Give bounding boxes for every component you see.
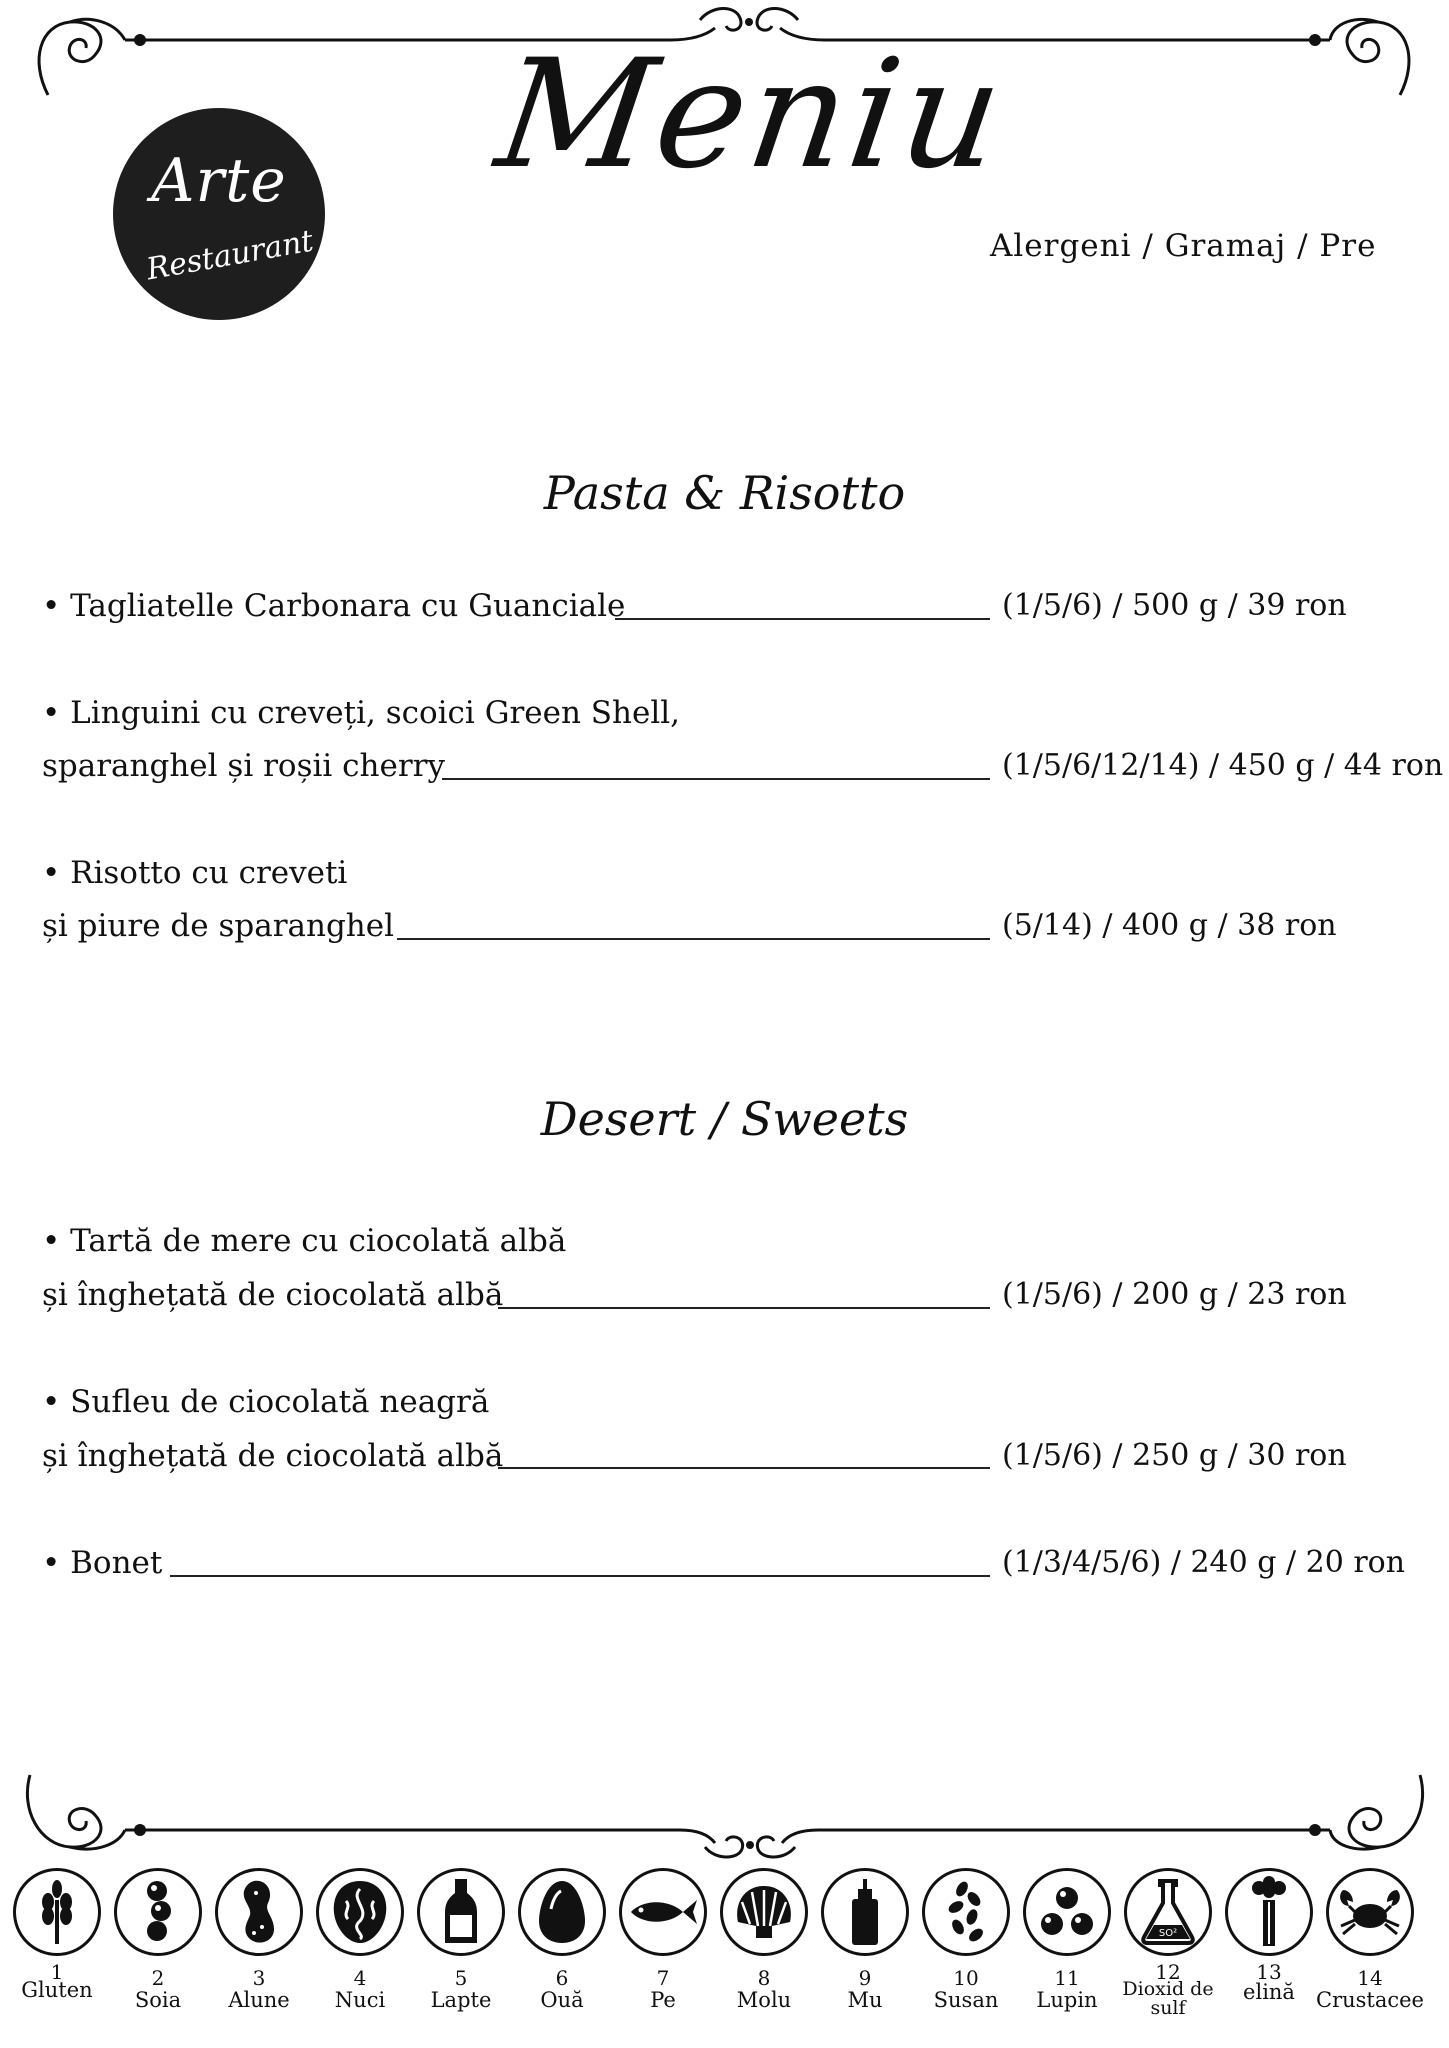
milk-bottle-icon (417, 1868, 505, 1956)
menu-item-name: • Tagliatelle Carbonara cu Guanciale (42, 588, 626, 624)
allergen-label: Alune (228, 1988, 290, 2012)
allergen-legend (0, 1868, 1449, 2038)
menu-item-name-line2: și înghețată de ciocolată albă (42, 1277, 504, 1313)
allergen-label: Dioxid de sulf (1122, 1978, 1214, 2019)
leader-line (442, 778, 990, 780)
allergen-number: 8 (757, 1966, 771, 1990)
restaurant-logo (113, 108, 325, 320)
leader-line (397, 938, 990, 940)
leader-line (498, 1307, 990, 1309)
allergen-number: 9 (858, 1966, 872, 1990)
bottom-ornament (0, 1765, 1449, 1865)
menu-item-info: (1/5/6) / 200 g / 23 ron (1002, 1277, 1347, 1312)
allergen-label: Soia (134, 1988, 182, 2012)
shell-icon (720, 1868, 808, 1956)
allergen-number: 14 (1357, 1966, 1383, 1990)
allergen-number: 1 (50, 1960, 64, 1984)
page-title: Meniu (487, 28, 1016, 202)
logo-text: Arte (151, 146, 287, 216)
walnut-icon (316, 1868, 404, 1956)
menu-item-info: (1/5/6) / 250 g / 30 ron (1002, 1438, 1347, 1473)
menu-item-name: • Sufleu de ciocolată neagră (42, 1384, 490, 1420)
menu-item-info: (1/5/6) / 500 g / 39 ron (1002, 588, 1347, 623)
soy-icon (114, 1868, 202, 1956)
allergen-label: elină (1243, 1980, 1295, 2004)
allergen-number: 2 (151, 1966, 165, 1990)
menu-item-name-line2: sparanghel și roșii cherry (42, 748, 445, 784)
allergen-number: 7 (656, 1966, 670, 1990)
leader-line (498, 1467, 990, 1469)
allergen-number: 3 (252, 1966, 266, 1990)
section-title-desert: Desert / Sweets (540, 1092, 909, 1146)
allergen-label: Pe (650, 1988, 676, 2012)
fish-icon (619, 1868, 707, 1956)
menu-item-name-line2: și piure de sparanghel (42, 908, 395, 944)
allergen-number: 6 (555, 1966, 569, 1990)
section-title-pasta: Pasta & Risotto (543, 466, 906, 520)
allergen-label: Susan (933, 1988, 999, 2012)
menu-item-info: (1/3/4/5/6) / 240 g / 20 ron (1002, 1545, 1406, 1580)
flask-icon (1124, 1868, 1212, 1956)
menu-item-name: • Bonet (42, 1545, 163, 1581)
menu-item-name: • Risotto cu creveti (42, 855, 348, 891)
lupin-icon (1023, 1868, 1111, 1956)
allergen-number: 12 (1155, 1960, 1181, 1984)
menu-item-name-line2: și înghețată de ciocolată albă (42, 1438, 504, 1474)
celery-icon (1225, 1868, 1313, 1956)
allergen-number: 11 (1054, 1966, 1080, 1990)
egg-icon (518, 1868, 606, 1956)
svg-text:SO²: SO² (1158, 1928, 1178, 1939)
menu-item-info: (5/14) / 400 g / 38 ron (1002, 908, 1337, 943)
menu-item-name: • Linguini cu creveți, scoici Green Shell, (42, 695, 681, 731)
logo-subtext: Restaurant (143, 223, 317, 288)
allergen-number: 4 (353, 1966, 367, 1990)
allergen-number: 13 (1256, 1960, 1282, 1984)
column-legend: Alergeni / Gramaj / Pre (990, 228, 1377, 264)
leader-line (615, 618, 990, 620)
allergen-label: Crustacee (1316, 1988, 1424, 2012)
allergen-label: Ouă (540, 1988, 584, 2012)
mustard-bottle-icon (821, 1868, 909, 1956)
allergen-label: Gluten (21, 1978, 93, 2002)
peanut-icon (215, 1868, 303, 1956)
allergen-label: Lupin (1036, 1988, 1098, 2012)
sesame-icon (922, 1868, 1010, 1956)
wheat-icon (13, 1868, 101, 1956)
menu-item-info: (1/5/6/12/14) / 450 g / 44 ron (1002, 748, 1444, 783)
allergen-label: Lapte (430, 1988, 492, 2012)
crab-icon (1326, 1868, 1414, 1956)
allergen-label: Mu (847, 1988, 883, 2012)
menu-item-name: • Tartă de mere cu ciocolată albă (42, 1223, 567, 1259)
leader-line (170, 1575, 990, 1577)
allergen-number: 10 (953, 1966, 979, 1990)
allergen-label: Nuci (334, 1988, 386, 2012)
allergen-label: Molu (736, 1988, 792, 2012)
allergen-number: 5 (454, 1966, 468, 1990)
